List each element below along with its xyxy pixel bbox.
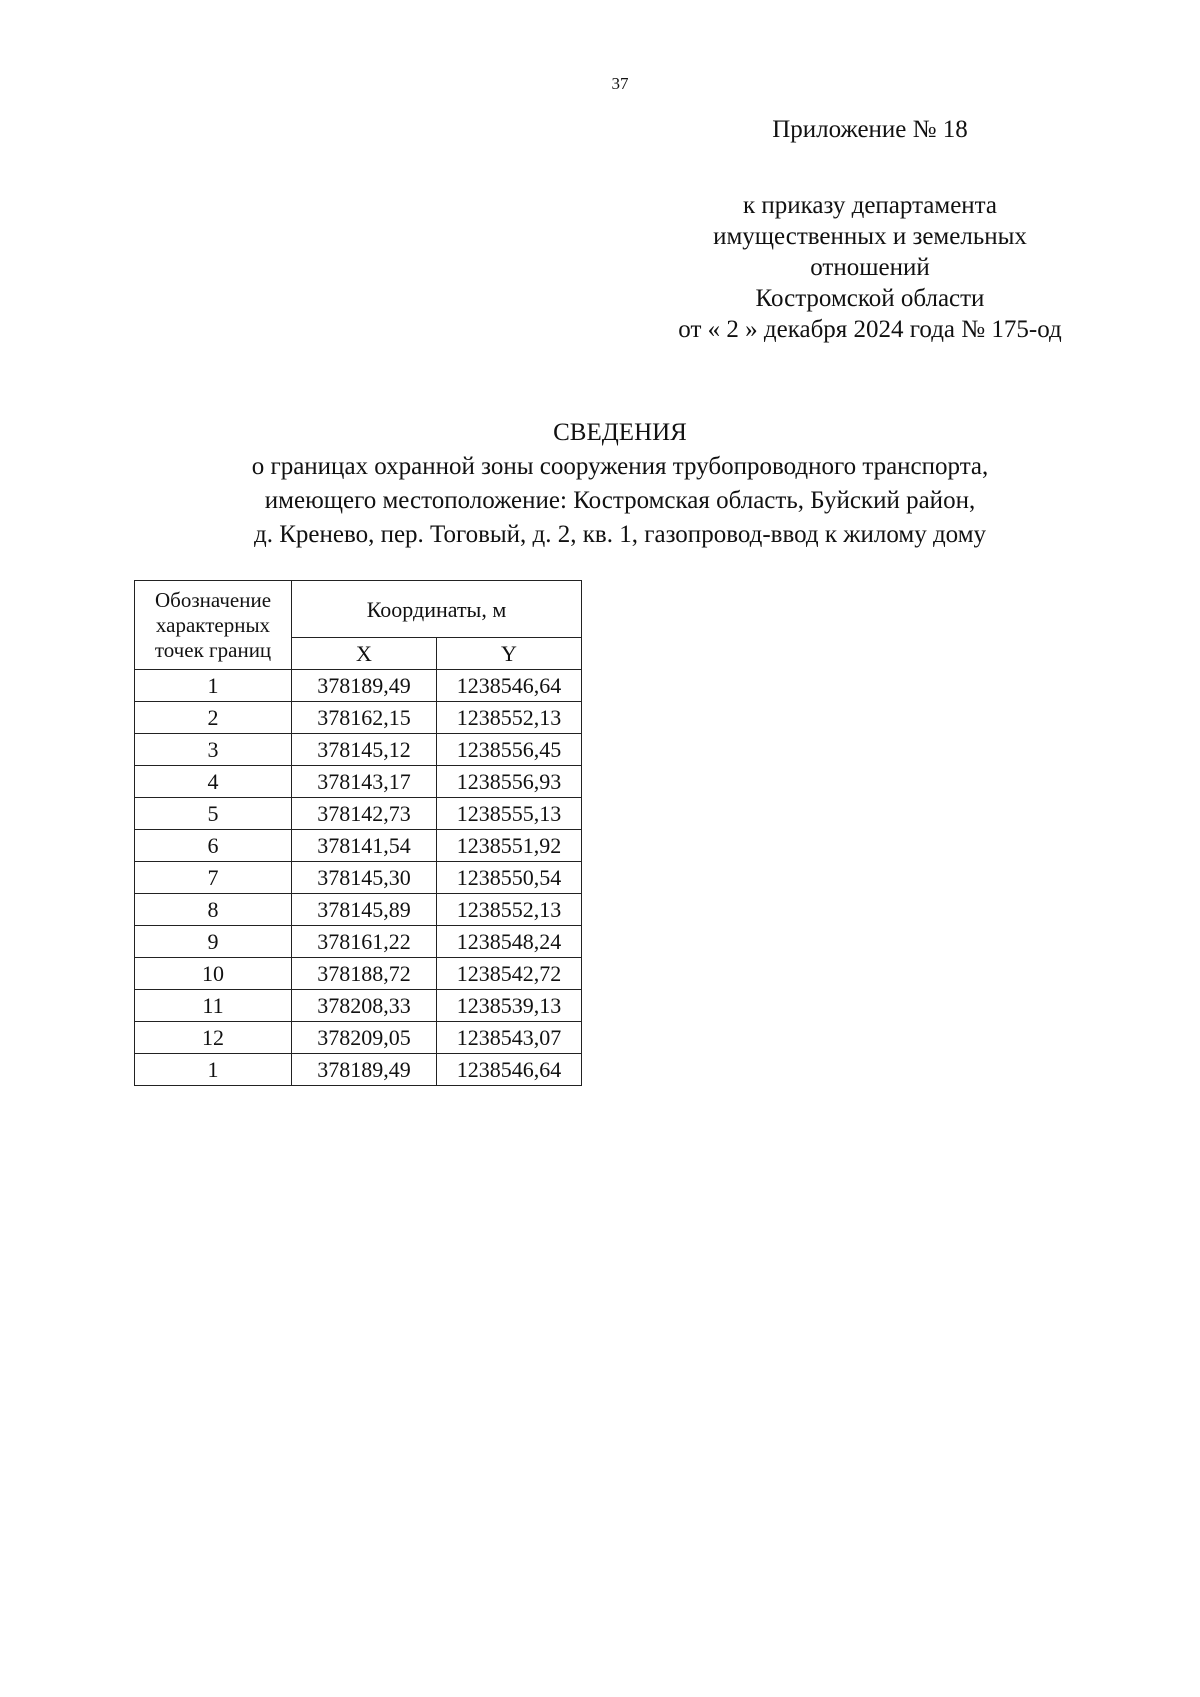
table-row [135,1054,582,1086]
x-cell: 378189,49 [292,1054,437,1086]
order-line: имущественных и земельных [713,223,1027,250]
y-cell: 1238550,54 [437,862,582,894]
designation-header-line: Обозначение [154,587,272,612]
order-line: отношений [810,254,930,281]
x-cell: 378142,73 [292,798,437,830]
document-title: СВЕДЕНИЯ [553,419,687,446]
point-cell: 3 [135,734,292,766]
designation-header [135,581,292,670]
x-cell: 378145,12 [292,734,437,766]
point-cell: 10 [135,958,292,990]
point-cell: 4 [135,766,292,798]
point-cell: 7 [135,862,292,894]
table-row [135,670,582,702]
x-cell: 378145,89 [292,894,437,926]
x-cell: 378141,54 [292,830,437,862]
coordinates-table [134,580,582,1086]
y-cell: 1238539,13 [437,990,582,1022]
point-cell: 2 [135,702,292,734]
x-cell: 378161,22 [292,926,437,958]
y-cell: 1238551,92 [437,830,582,862]
heading-line: о границах охранной зоны сооружения трубопроводного транспорта, [251,453,989,480]
x-cell: 378189,49 [292,670,437,702]
y-cell: 1238555,13 [437,798,582,830]
y-cell: 1238556,45 [437,734,582,766]
y-cell: 1238552,13 [437,894,582,926]
table-row [135,702,582,734]
point-cell: 11 [135,990,292,1022]
x-cell: 378143,17 [292,766,437,798]
designation-header-line: точек границ [154,637,272,662]
point-cell: 5 [135,798,292,830]
order-line: Костромской области [755,285,985,312]
y-cell: 1238543,07 [437,1022,582,1054]
order-date-number: от « 2 » декабря 2024 года № 175-од [678,316,1062,343]
point-cell: 1 [135,1054,292,1086]
order-reference [620,190,1120,345]
heading-line: д. Кренево, пер. Тоговый, д. 2, кв. 1, газопровод-ввод к жилому дому [253,521,987,548]
y-cell: 1238552,13 [437,702,582,734]
x-cell: 378162,15 [292,702,437,734]
x-cell: 378145,30 [292,862,437,894]
y-cell: 1238548,24 [437,926,582,958]
x-cell: 378208,33 [292,990,437,1022]
table-row [135,1022,582,1054]
table-row [135,926,582,958]
table-row [135,830,582,862]
table-row [135,894,582,926]
x-cell: 378188,72 [292,958,437,990]
y-cell: 1238556,93 [437,766,582,798]
point-cell: 8 [135,894,292,926]
page-number: 37 [611,74,629,93]
document-heading [130,416,1110,552]
point-cell: 12 [135,1022,292,1054]
table-row [135,862,582,894]
table-row [135,798,582,830]
table-row [135,990,582,1022]
order-line: к приказу департамента [742,192,998,219]
point-cell: 1 [135,670,292,702]
y-cell: 1238546,64 [437,1054,582,1086]
table-row [135,958,582,990]
y-cell: 1238542,72 [437,958,582,990]
point-cell: 6 [135,830,292,862]
appendix-label: Приложение № 18 [772,116,968,143]
designation-header-line: характерных [155,612,271,637]
table-row [135,766,582,798]
y-cell: 1238546,64 [437,670,582,702]
x-cell: 378209,05 [292,1022,437,1054]
y-header: Y [437,638,582,670]
table-row [135,734,582,766]
heading-line: имеющего местоположение: Костромская область, Буйский район, [264,487,976,514]
point-cell: 9 [135,926,292,958]
x-header: X [292,638,437,670]
coordinates-table-body [135,670,582,1086]
coordinates-header: Координаты, м [292,581,582,638]
